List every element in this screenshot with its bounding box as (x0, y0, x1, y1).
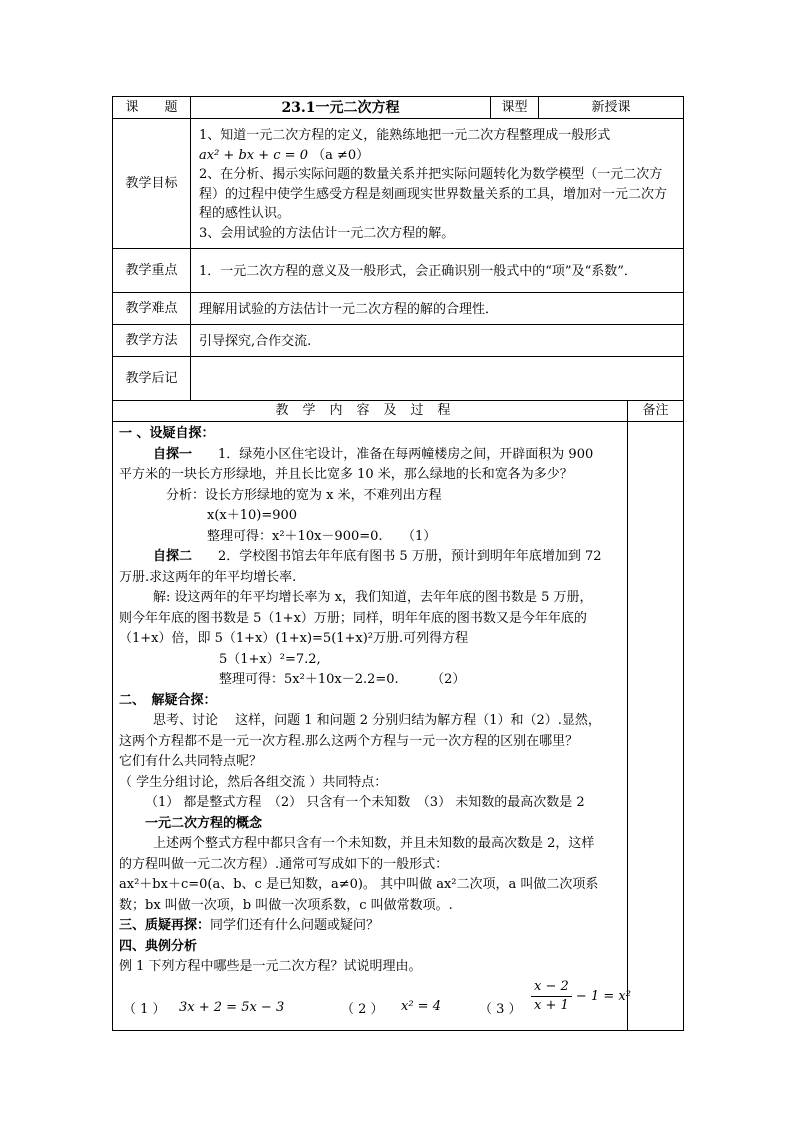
key-label: 教学重点 (113, 249, 191, 293)
concept-text4: 数；bx 叫做一次项，b 叫做一次项系数，c 叫做常数项。. (119, 897, 453, 913)
key-text: 1．一元二次方程的意义及一般形式，会正确识别一般式中的“项”及“系数”． (191, 249, 684, 293)
example-equations (119, 978, 631, 1022)
ex3-denominator: x + 1 (534, 997, 569, 1013)
e1-label: 自探一 (153, 446, 193, 462)
goal-1: 1、知道一元二次方程的定义，能熟练地把一元二次方程整理成一般形式 (199, 128, 611, 143)
concept-text: 上述两个整式方程中都只含有一个未知数，并且未知数的最高次数是 2，这样 (153, 836, 595, 851)
method-label: 教学方法 (113, 325, 191, 357)
concept-title: 一元二次方程的概念 (145, 815, 263, 831)
e1-line2: 平方米的一块长方形绿地，并且长比宽多 10 米，那么绿地的长和宽各为多少？ (119, 467, 573, 482)
example-text: 例 1 下列方程中哪些是一元二次方程？试说明理由。 (119, 959, 422, 974)
e1-equation2: 整理可得：x²＋10x－900=0. （1） (207, 528, 437, 544)
s2-points: （1） 都是整式方程 （2） 只含有一个未知数 （3） 未知数的最高次数是 2 (145, 795, 585, 810)
concept-text2: 的方程叫做一元二次方程）.通常可写成如下的一般形式： (119, 856, 449, 872)
lesson-plan-page (112, 96, 683, 1031)
s2-text: 思考、讨论 这样，问题 1 和问题 2 分别归结为解方程（1）和（2）.显然， (153, 713, 601, 728)
afterword-label: 教学后记 (113, 357, 191, 401)
s3-title: 三、质疑再探： (119, 918, 211, 933)
goal-3: 3、会用试验的方法估计一元二次方程的解。 (199, 225, 455, 241)
s2-text2: 这两个方程都不是一元一次方程.那么这两个方程与一元一次方程的区别在哪里？ (119, 733, 579, 749)
type-label: 课型 (491, 97, 539, 119)
e2-label: 自探二 (153, 549, 193, 564)
e2-line: 自探二 2．学校图书馆去年年底有图书 5 万册，预计到明年年底增加到 72 (153, 549, 602, 564)
s2-title: 二、 解疑合探： (119, 692, 217, 708)
s4-title: 四、典例分析 (119, 938, 198, 954)
e2-line2: 万册.求这两年的年平均增长率. (119, 569, 297, 585)
ex1-equation: 3x + 2 = 5x − 3 (179, 999, 285, 1015)
ex3-fraction (531, 978, 572, 1015)
goal-label: 教学目标 (113, 119, 191, 249)
afterword-text (191, 357, 684, 401)
ex3-label: （ 3 ） (479, 1001, 522, 1017)
e1-line: 自探一 1．绿苑小区住宅设计，准备在每两幢楼房之间，开辟面积为 900 (153, 446, 594, 462)
ex3-equation (531, 978, 631, 1015)
ex2-label: （ 2 ） (341, 1001, 384, 1017)
content-cell (113, 422, 631, 1031)
e2-solution: 解: 设这两年的年平均增长率为 x，我们知道，去年年底的图书数是 5 万册， (153, 590, 593, 605)
goal-1-condition: （a ≠0） (312, 147, 370, 163)
e2-solution3: （1+x）倍，即 5（1+x）(1+x)=5(1+x)²万册.可列得方程 (119, 631, 469, 646)
goal-1-formula: ax² + bx + c = 0 (199, 147, 308, 163)
concept-text3: ax²＋bx＋c=0(a、b、c 是已知数，a≠0)。 其中叫做 ax²二次项，a 叫做二次项系 (119, 877, 599, 892)
s3-text: 同学们还有什么问题或疑问？ (210, 918, 380, 933)
ex3-numerator: x − 2 (531, 978, 572, 997)
e2-equation: 5（1+x）²=7.2, (219, 651, 321, 667)
s1-title: 一 、设疑自探： (119, 426, 215, 441)
note-cell (628, 422, 684, 1031)
lesson-plan-table (112, 96, 684, 1031)
method-text: 引导探究,合作交流. (191, 325, 684, 357)
ex2-equation: x² = 4 (401, 998, 441, 1014)
course-label: 课 题 (113, 97, 191, 119)
goal-cell (191, 119, 684, 249)
e2-equation2: 整理可得：5x²＋10x－2.2=0. （2） (219, 672, 466, 687)
note-label: 备注 (628, 401, 684, 422)
s2-text3: 它们有什么共同特点呢？ (119, 754, 263, 769)
goal-2: 2、在分析、揭示实际问题的数量关系并把实际问题转化为数学模型（一元二次方程）的过程中使学生感受方程是刻画现实世界数量关系的工具，增加对一元二次方程的感性认识。 (199, 167, 668, 221)
s2-group: （ 学生分组讨论，然后各组交流 ）共同特点： (119, 774, 388, 790)
ex3-rest: − 1 = x² (575, 988, 631, 1004)
s3-line (119, 916, 623, 937)
e1-equation: x(x＋10)=900 (207, 508, 298, 523)
difficulty-label: 教学难点 (113, 293, 191, 325)
course-title: 23.1一元二次方程 (191, 97, 491, 119)
difficulty-text: 理解用试验的方法估计一元二次方程的解的合理性． (191, 293, 684, 325)
e1-analysis: 分析：设长方形绿地的宽为 x 米，不难列出方程 (166, 487, 442, 503)
e2-solution2: 则今年年底的图书数是 5（1+x）万册；同样，明年年底的图书数又是今年年底的 (119, 610, 587, 626)
type-value: 新授课 (539, 97, 684, 119)
ex1-label: （ 1 ） (123, 1001, 166, 1017)
section-title: 教学内容及过程 (113, 401, 628, 422)
goal-1-formula-line (199, 146, 677, 166)
